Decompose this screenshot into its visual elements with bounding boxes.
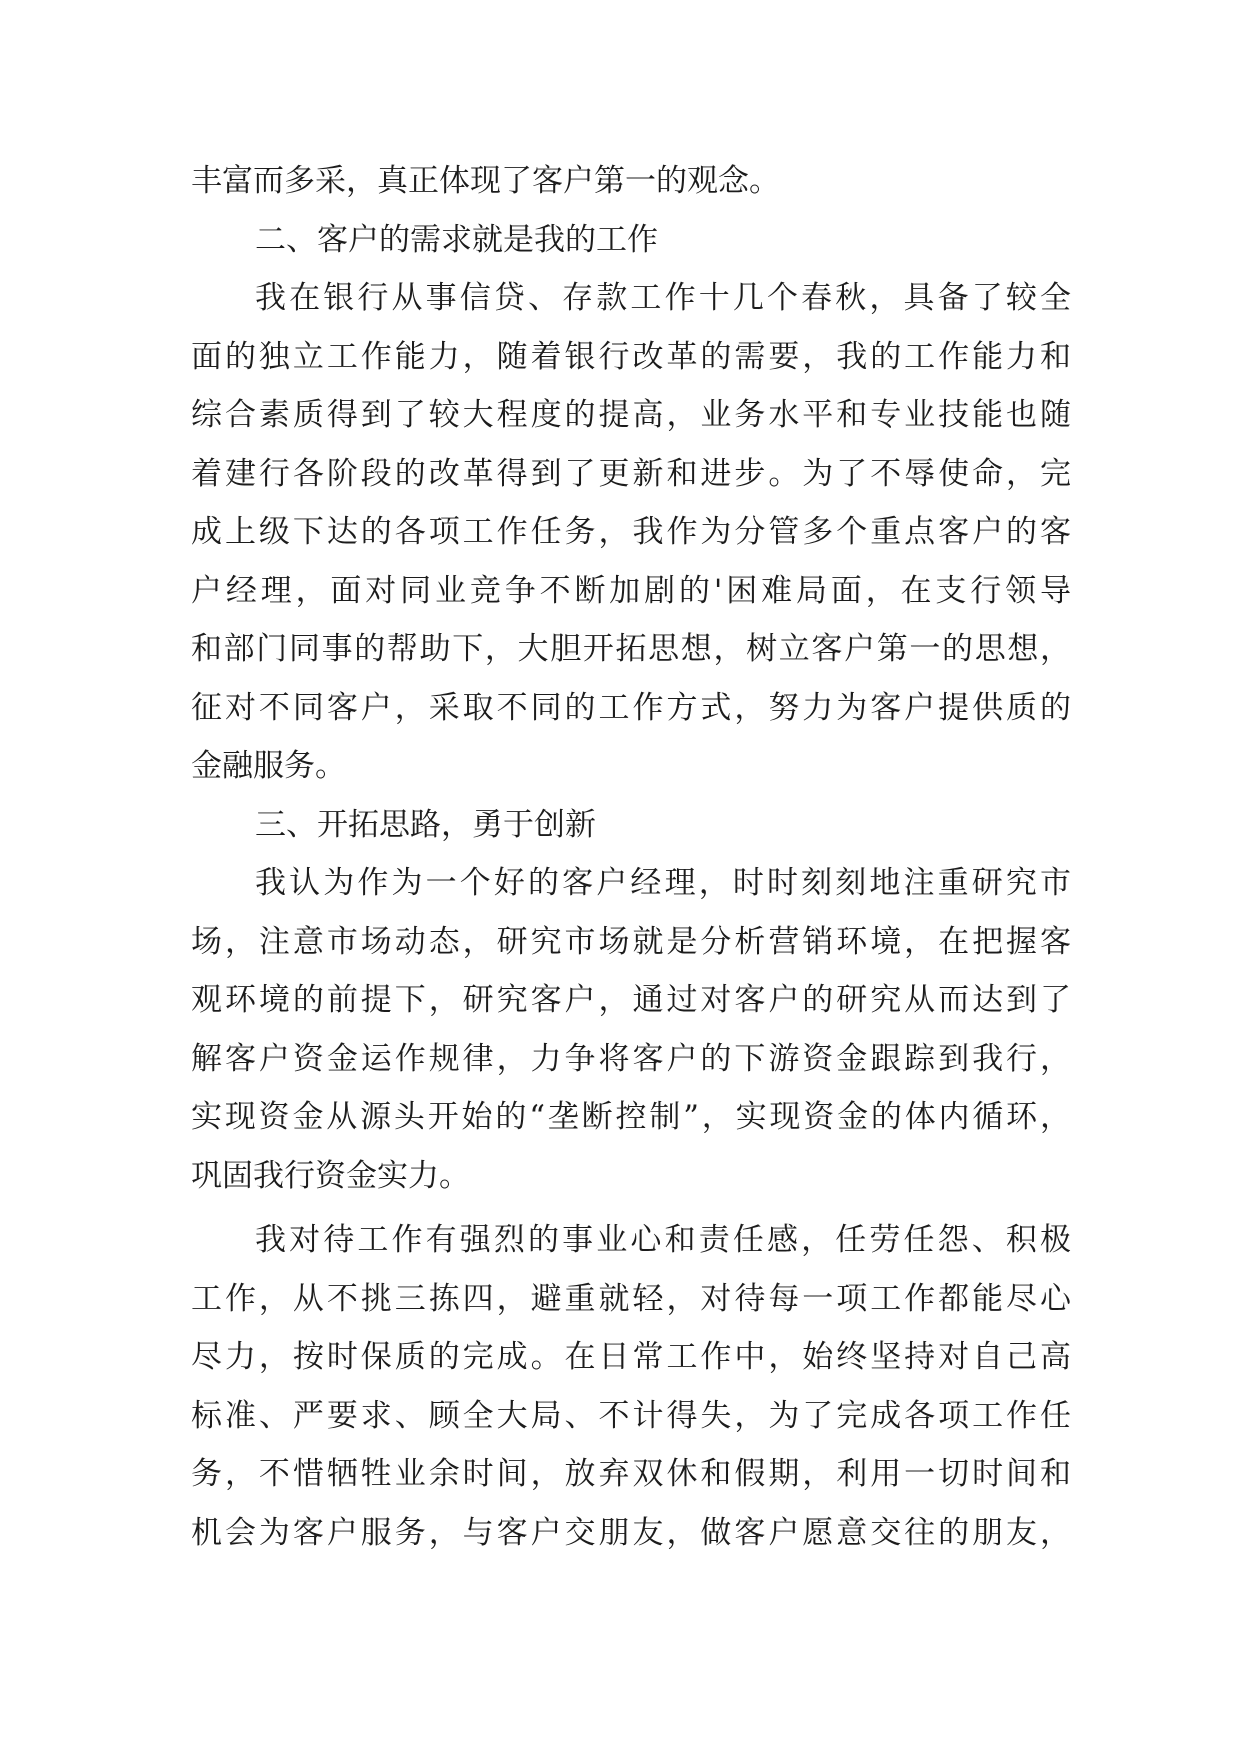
text-line: 金融服务。	[191, 748, 346, 784]
section-heading: 二、客户的需求就是我的工作	[255, 221, 658, 258]
text-line: 我在银行从事信贷、存款工作十几个春秋，具备了较全	[255, 280, 1071, 316]
text-line: 着建行各阶段的改革得到了更新和进步。为了不辱使命，完	[191, 455, 1071, 492]
text-line: 标准、严要求、顾全大局、不计得失，为了完成各项工作任	[191, 1397, 1071, 1434]
text-line: 工作，从不挑三拣四，避重就轻，对待每一项工作都能尽心	[191, 1280, 1071, 1317]
text-line: 观环境的前提下，研究客户，通过对客户的研究从而达到了	[191, 982, 1071, 1018]
text-line: 巩固我行资金实力。	[191, 1157, 470, 1194]
text-line: 征对不同客户，采取不同的工作方式，努力为客户提供质的	[191, 689, 1071, 726]
text-line: 尽力，按时保质的完成。在日常工作中，始终坚持对自己高	[191, 1339, 1071, 1375]
text-line: 务，不惜牺牲业余时间，放弃双休和假期，利用一切时间和	[191, 1456, 1071, 1492]
text-line: 我对待工作有强烈的事业心和责任感，任劳任怨、积极	[255, 1222, 1071, 1258]
text-line: 场，注意市场动态，研究市场就是分析营销环境，在把握客	[191, 923, 1071, 960]
text-line: 实现资金从源头开始的“垄断控制”，实现资金的体内循环，	[191, 1099, 1071, 1135]
text-line: 机会为客户服务，与客户交朋友，做客户愿意交往的朋友，	[191, 1514, 1071, 1551]
text-line: 和部门同事的帮助下，大胆开拓思想，树立客户第一的思想，	[191, 631, 1071, 667]
text-line: 面的独立工作能力，随着银行改革的需要，我的工作能力和	[191, 338, 1071, 375]
text-line: 丰富而多采，真正体现了客户第一的观念。	[191, 163, 780, 199]
text-line: 综合素质得到了较大程度的提高，业务水平和专业技能也随	[191, 397, 1071, 433]
section-heading: 三、开拓思路，勇于创新	[255, 806, 596, 843]
document-body	[191, 152, 1071, 1562]
text-line: 户经理，面对同业竞争不断加剧的'困难局面，在支行领导	[191, 572, 1071, 609]
text-line: 解客户资金运作规律，力争将客户的下游资金跟踪到我行，	[191, 1040, 1071, 1077]
text-line: 我认为作为一个好的客户经理，时时刻刻地注重研究市	[255, 865, 1071, 901]
text-line: 成上级下达的各项工作任务，我作为分管多个重点客户的客	[191, 514, 1071, 550]
